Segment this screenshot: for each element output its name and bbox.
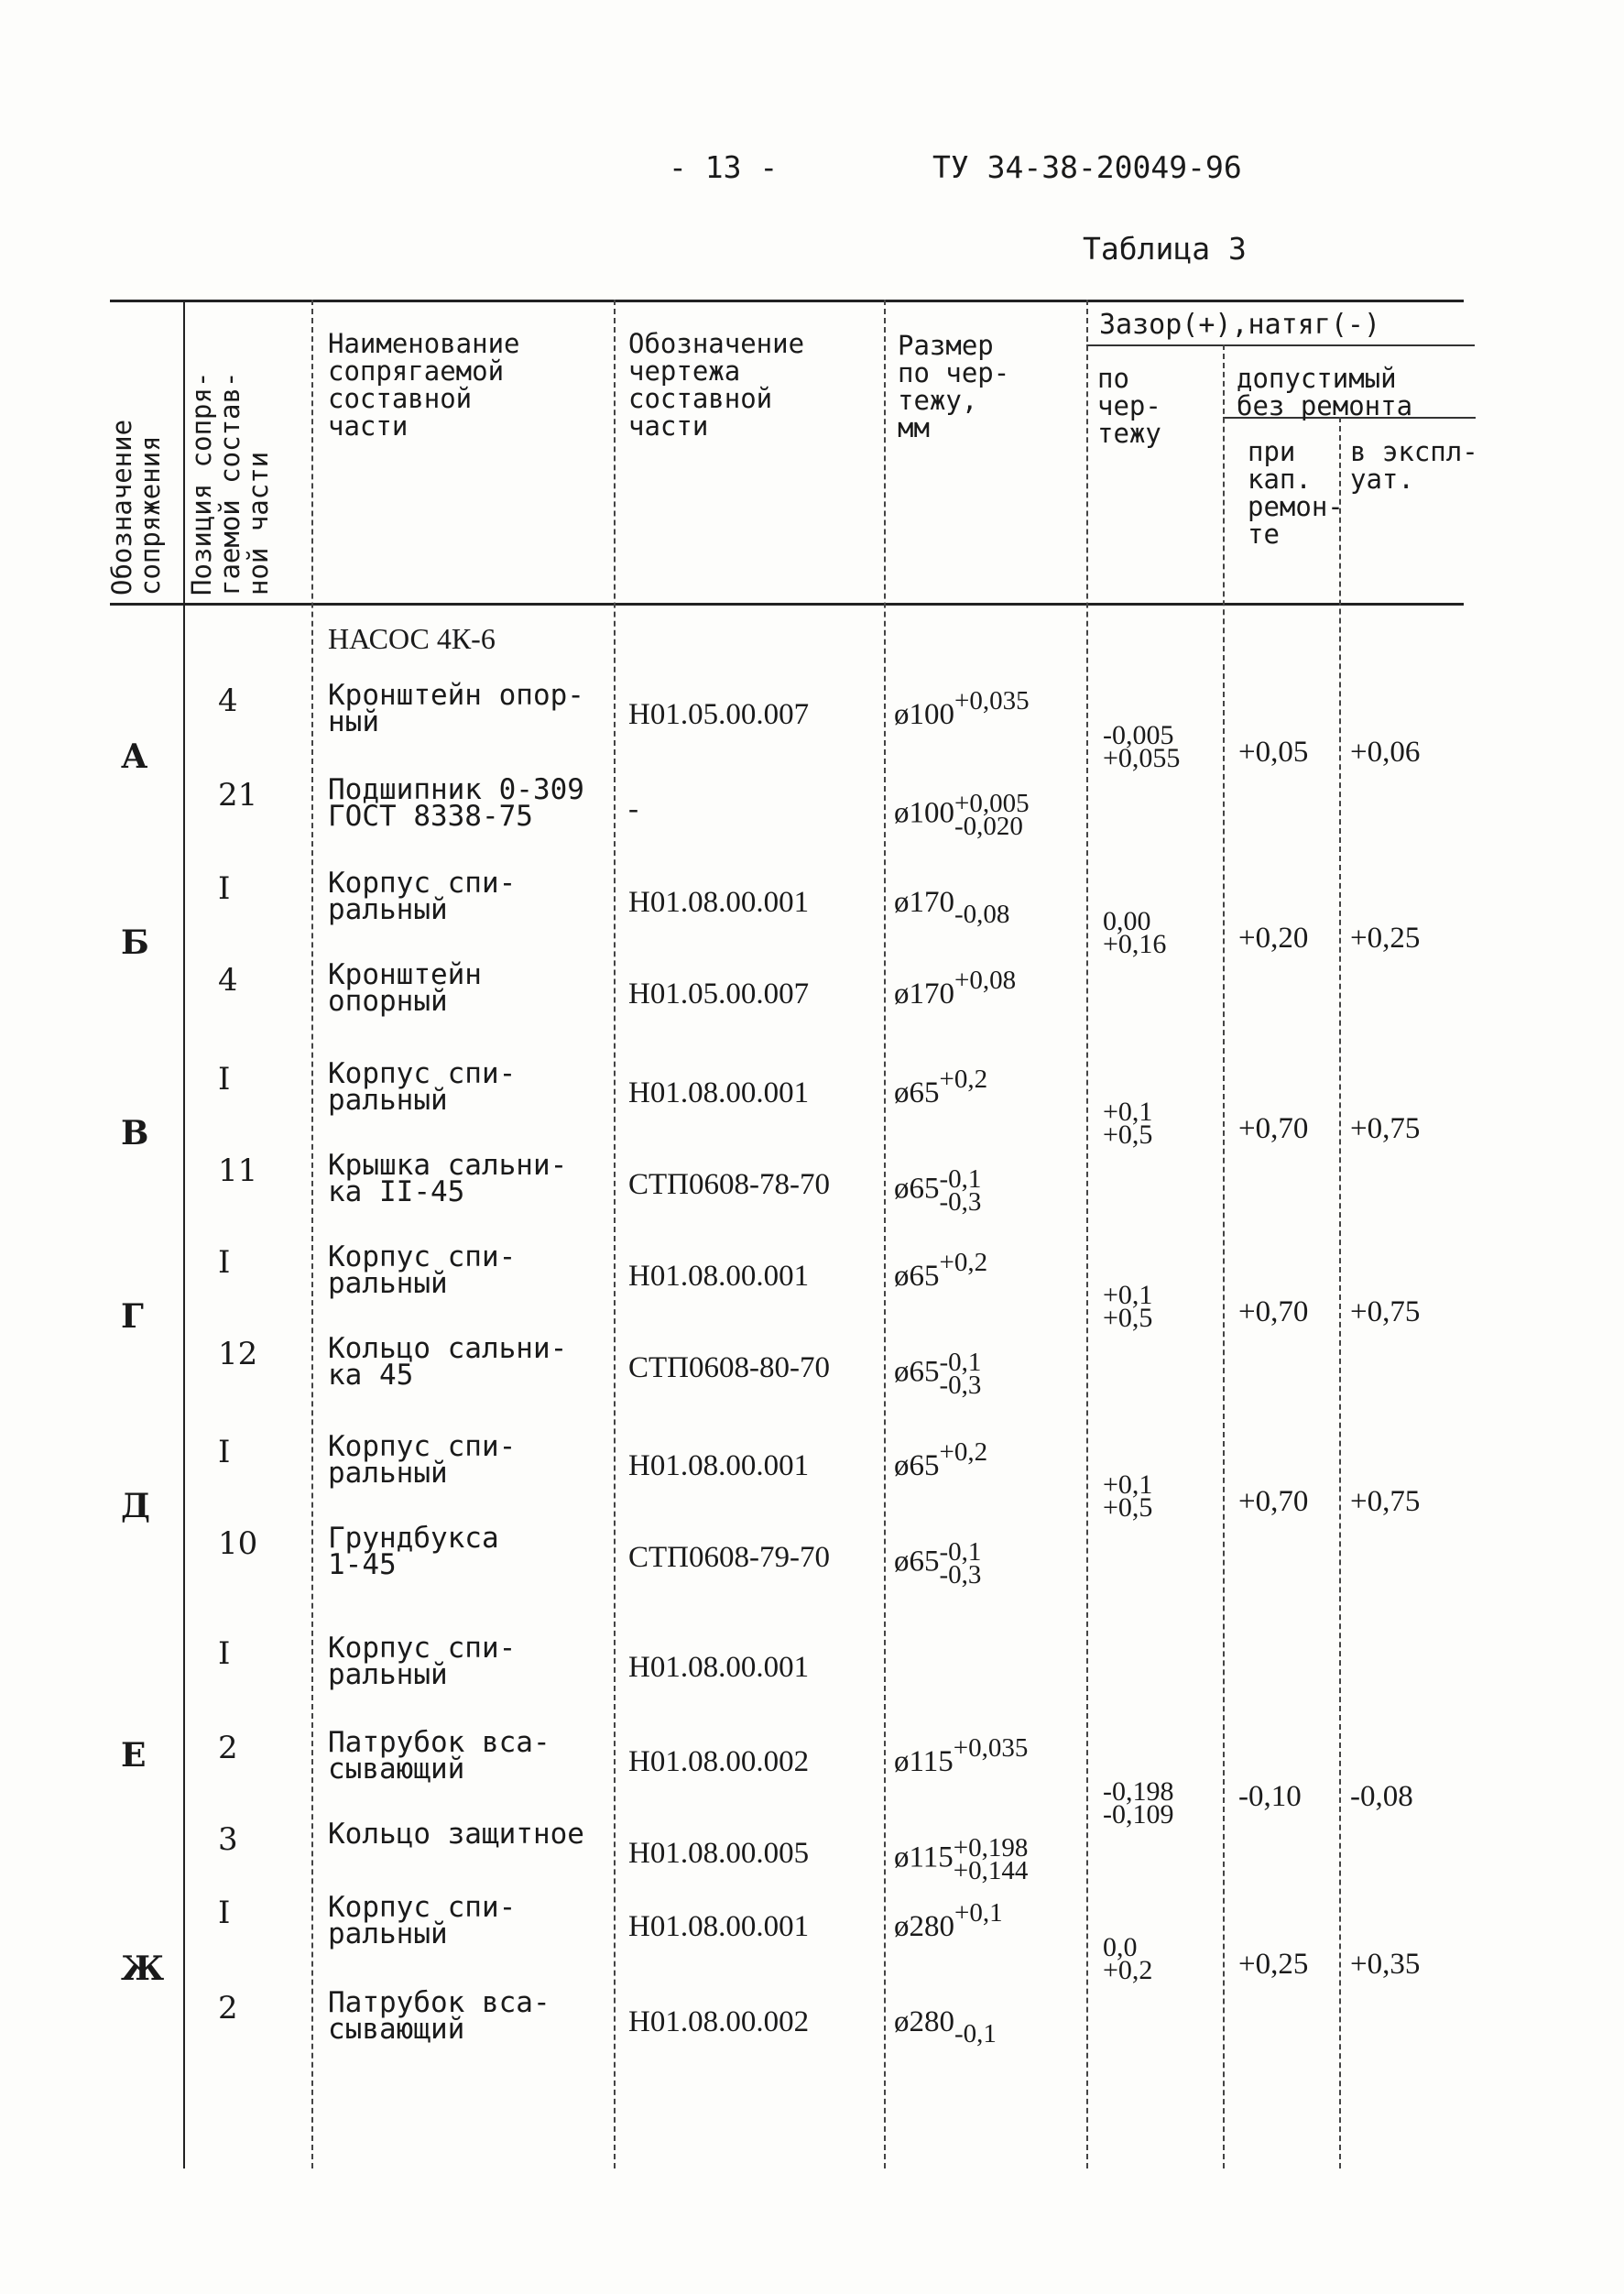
col-divider-4 <box>884 300 886 2168</box>
part-drawing: Н01.05.00.007 <box>628 698 810 731</box>
tolerance-upper: +0,035 <box>953 1733 1029 1763</box>
part-position: 2 <box>218 1990 238 2026</box>
size-diameter: ø65 <box>894 1449 940 1482</box>
size-tolerance <box>939 1164 982 1217</box>
part-position: 4 <box>218 683 238 719</box>
part-position: 4 <box>218 962 238 999</box>
part-position: 21 <box>218 777 258 814</box>
col-header-gap-group: Зазор(+),натяг(-) <box>1099 309 1381 341</box>
size-diameter: ø115 <box>894 1745 954 1778</box>
col-header-operation: в экспл- уат. <box>1350 436 1478 495</box>
size-diameter: ø65 <box>894 1355 940 1389</box>
tolerance-upper: +0,1 <box>954 1898 1003 1928</box>
part-position: I <box>218 1061 231 1098</box>
part-name: Корпус спи- ральный <box>328 867 517 926</box>
limit-capital-repair: +0,05 <box>1238 735 1309 769</box>
part-size <box>894 1537 982 1589</box>
size-diameter: ø280 <box>894 2005 954 2038</box>
part-drawing: Н01.08.00.001 <box>628 886 810 919</box>
tolerance-lower: -0,020 <box>954 812 1023 841</box>
part-drawing: Н01.08.00.005 <box>628 1837 810 1870</box>
part-position: I <box>218 1635 231 1672</box>
joint-label: Б <box>121 923 149 962</box>
part-name: Грундбукса 1-45 <box>328 1522 499 1581</box>
limit-operation: +0,06 <box>1350 735 1421 769</box>
part-drawing: Н01.08.00.002 <box>628 1745 810 1778</box>
limit-capital-repair: +0,70 <box>1238 1485 1309 1518</box>
part-name: Корпус спи- ральный <box>328 1891 517 1950</box>
size-diameter: ø65 <box>894 1260 940 1293</box>
limit-capital-repair: +0,70 <box>1238 1295 1309 1328</box>
col-header-joint: Обозначение сопряжения <box>106 419 166 595</box>
tolerance-upper: +0,035 <box>954 686 1030 716</box>
part-drawing: Н01.08.00.001 <box>628 1076 810 1109</box>
tolerance-lower: -0,08 <box>954 900 1010 929</box>
part-drawing: Н01.08.00.002 <box>628 2005 810 2038</box>
part-size <box>894 686 1030 732</box>
col-header-repair: при кап. ремон- те <box>1248 436 1344 550</box>
tolerance-upper: +0,2 <box>939 1437 988 1467</box>
limit-capital-repair: +0,20 <box>1238 922 1309 955</box>
size-diameter: ø65 <box>894 1172 940 1206</box>
limit-operation: +0,25 <box>1350 922 1421 955</box>
part-name: Корпус спи- ральный <box>328 1632 517 1691</box>
part-drawing: СТП0608-79-70 <box>628 1541 830 1574</box>
gap-by-drawing: 0,0 +0,2 <box>1103 1932 1153 1985</box>
part-position: 10 <box>218 1525 258 1562</box>
part-name: Кольцо защитное <box>328 1818 584 1851</box>
part-position: I <box>218 1244 231 1281</box>
part-size <box>894 1437 988 1483</box>
part-size <box>894 1348 982 1400</box>
size-tolerance <box>939 1348 982 1400</box>
limit-operation: +0,75 <box>1350 1112 1421 1145</box>
gap-by-drawing: +0,1 +0,5 <box>1103 1097 1153 1150</box>
part-position: 2 <box>218 1730 238 1766</box>
part-position: I <box>218 1434 231 1470</box>
part-drawing: Н01.05.00.007 <box>628 978 810 1010</box>
part-size <box>894 886 1010 929</box>
section-title: НАСОС 4К-6 <box>328 622 496 655</box>
part-drawing: - <box>628 792 638 825</box>
size-diameter: ø170 <box>894 886 954 919</box>
part-size <box>894 1833 1029 1885</box>
part-drawing: Н01.08.00.001 <box>628 1910 810 1943</box>
size-diameter: ø280 <box>894 1910 954 1943</box>
part-size <box>894 1248 988 1294</box>
tolerance-upper: +0,005 <box>954 789 1030 818</box>
tolerance-upper: +0,08 <box>954 966 1017 995</box>
col-header-allowed: допустимый без ремонта <box>1237 363 1413 421</box>
part-name: Подшипник 0-309 ГОСТ 8338-75 <box>328 773 584 833</box>
col-divider-3 <box>614 300 616 2168</box>
part-drawing: СТП0608-78-70 <box>628 1168 830 1201</box>
part-name: Крышка сальни- ка II-45 <box>328 1149 568 1208</box>
gap-by-drawing: -0,198 -0,109 <box>1103 1776 1174 1830</box>
col-header-size: Размер по чер- тежу, мм <box>898 330 1010 443</box>
part-size <box>894 1164 982 1217</box>
col-header-position: Позиция сопря- гаемой состав- ной части <box>186 371 274 595</box>
joint-label: Д <box>121 1487 151 1525</box>
limit-capital-repair: +0,70 <box>1238 1112 1309 1145</box>
joint-label: В <box>121 1114 149 1152</box>
col-divider-6 <box>1223 344 1225 2168</box>
limit-capital-repair: -0,10 <box>1238 1780 1302 1813</box>
gap-by-drawing: +0,1 +0,5 <box>1103 1280 1153 1333</box>
part-drawing: Н01.08.00.001 <box>628 1651 810 1684</box>
col-divider-2 <box>311 300 313 2168</box>
tolerance-upper: -0,1 <box>939 1537 982 1567</box>
col-header-name: Наименование сопрягаемой составной части <box>328 328 520 442</box>
col-header-by-drawing: по чер- тежу <box>1097 363 1161 449</box>
part-name: Корпус спи- ральный <box>328 1240 517 1300</box>
part-drawing: Н01.08.00.001 <box>628 1449 810 1482</box>
size-tolerance <box>954 789 1030 841</box>
tolerance-upper: -0,1 <box>939 1164 982 1194</box>
part-size <box>894 2005 997 2048</box>
part-position: 12 <box>218 1336 258 1372</box>
limit-operation: +0,75 <box>1350 1485 1421 1518</box>
part-size <box>894 1898 1003 1944</box>
col-divider-7 <box>1339 417 1341 2168</box>
size-diameter: ø65 <box>894 1545 940 1578</box>
tolerance-upper: +0,2 <box>939 1248 988 1277</box>
col-divider-5 <box>1086 300 1088 2168</box>
tolerance-lower: -0,1 <box>954 2019 997 2048</box>
size-tolerance <box>953 1833 1029 1885</box>
limit-capital-repair: +0,25 <box>1238 1948 1309 1981</box>
size-diameter: ø65 <box>894 1076 940 1109</box>
limit-operation: +0,75 <box>1350 1295 1421 1328</box>
tolerance-lower: -0,3 <box>939 1371 982 1400</box>
page-number: - 13 - <box>669 149 779 185</box>
gap-by-drawing: +0,1 +0,5 <box>1103 1469 1153 1523</box>
part-drawing: Н01.08.00.001 <box>628 1260 810 1293</box>
size-diameter: ø115 <box>894 1841 954 1874</box>
col-header-drawing: Обозначение чертежа составной части <box>628 328 805 442</box>
gap-group-divider <box>1086 344 1475 346</box>
limit-operation: -0,08 <box>1350 1780 1413 1813</box>
document-code: ТУ 34-38-20049-96 <box>932 149 1242 185</box>
part-size <box>894 966 1017 1011</box>
part-name: Кронштейн опорный <box>328 958 482 1018</box>
part-drawing: СТП0608-80-70 <box>628 1351 830 1384</box>
tolerance-lower: -0,3 <box>939 1187 982 1217</box>
joint-label: А <box>121 737 148 776</box>
tolerance-upper: +0,2 <box>939 1065 988 1094</box>
tolerance-upper: +0,198 <box>953 1833 1029 1863</box>
size-diameter: ø170 <box>894 978 954 1010</box>
tolerance-lower: -0,3 <box>939 1560 982 1589</box>
gap-by-drawing: -0,005 +0,055 <box>1103 719 1181 773</box>
col-divider-1 <box>183 300 185 2168</box>
joint-label: Ж <box>121 1950 165 1988</box>
size-tolerance <box>939 1537 982 1589</box>
joint-label: Г <box>121 1297 144 1336</box>
part-name: Корпус спи- ральный <box>328 1057 517 1117</box>
part-position: I <box>218 1895 231 1931</box>
part-position: 3 <box>218 1821 238 1858</box>
tolerance-lower: +0,144 <box>953 1856 1029 1885</box>
limit-operation: +0,35 <box>1350 1948 1421 1981</box>
part-size <box>894 789 1030 841</box>
part-name: Патрубок вса- сывающий <box>328 1726 550 1786</box>
part-name: Патрубок вса- сывающий <box>328 1986 550 2046</box>
size-diameter: ø100 <box>894 796 954 830</box>
part-size <box>894 1733 1029 1779</box>
part-position: I <box>218 870 231 907</box>
tolerance-upper: -0,1 <box>939 1348 982 1377</box>
part-position: 11 <box>218 1152 258 1189</box>
joint-label: Е <box>121 1735 147 1775</box>
part-name: Кольцо сальни- ка 45 <box>328 1332 568 1392</box>
part-size <box>894 1065 988 1110</box>
table-label: Таблица 3 <box>1083 231 1247 267</box>
part-name: Корпус спи- ральный <box>328 1430 517 1490</box>
gap-by-drawing: 0,00 +0,16 <box>1103 906 1167 959</box>
size-diameter: ø100 <box>894 698 954 731</box>
part-name: Кронштейн опор- ный <box>328 679 584 738</box>
